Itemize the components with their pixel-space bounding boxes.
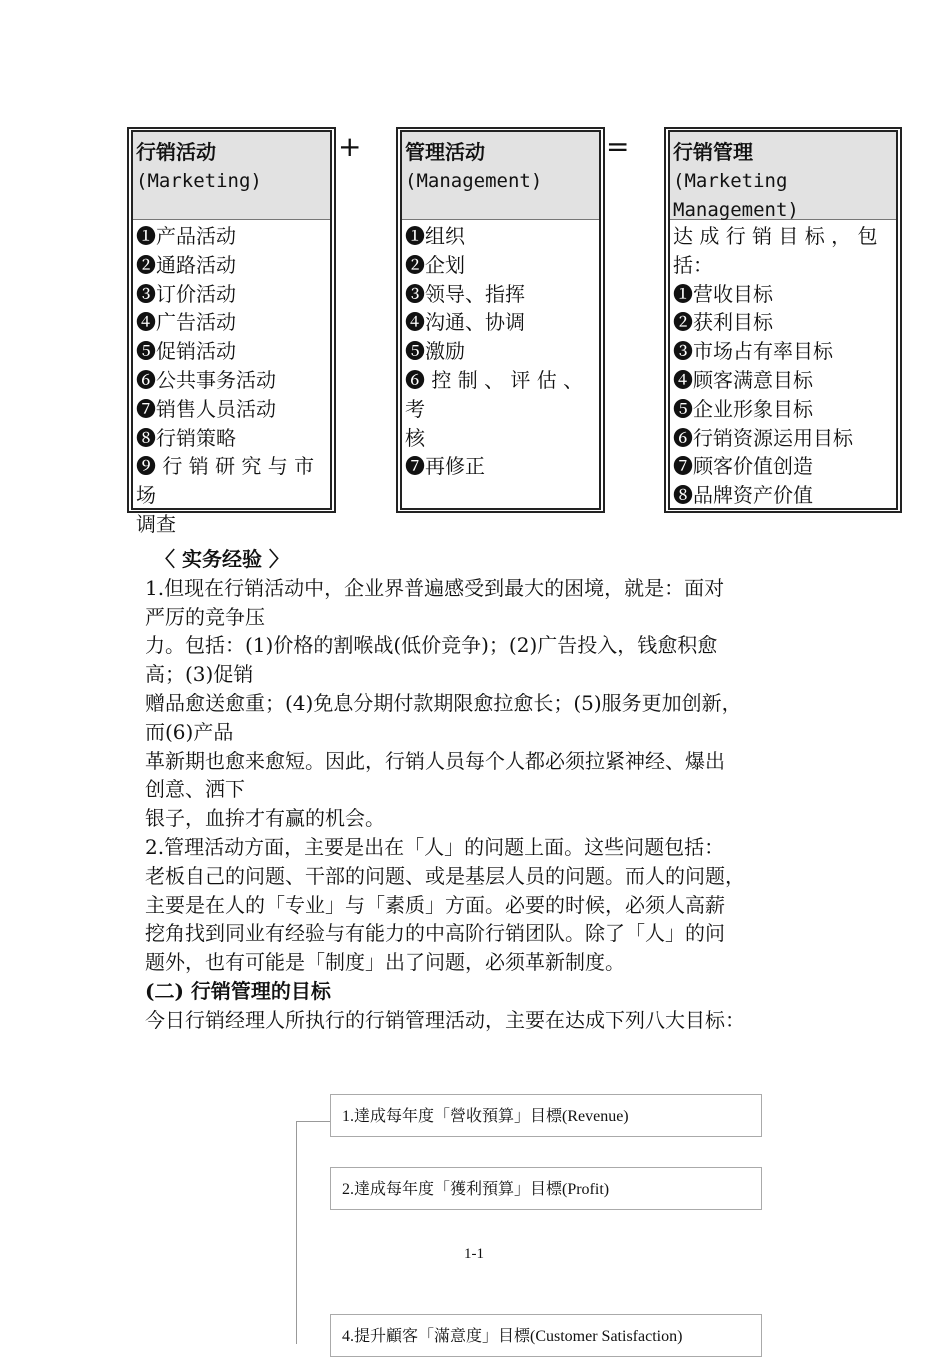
list-item: ❻ 控 制 、 评 估 、 考 (405, 367, 584, 421)
paragraph-line: 老板自己的问题、干部的问题、或是基层人员的问题。而人的问题， (145, 863, 745, 888)
paragraph-line: 1.但现在行销活动中，企业界普遍感受到最大的困境，就是：面对 (145, 575, 725, 600)
list-item: ❻行销资源运用目标 (673, 425, 853, 450)
box-subtitle: (Marketing) (136, 170, 262, 192)
list-item: 调查 (136, 511, 176, 536)
list-item: ❹沟通、协调 (405, 310, 525, 335)
connector-horizontal (296, 1121, 330, 1122)
list-item: ❸订价活动 (136, 281, 236, 306)
box-header (402, 132, 599, 220)
paragraph-line: 主要是在人的「专业」与「素质」方面。必要的时候，必须人高薪 (145, 892, 725, 917)
paragraph-line: 银子，血拚才有赢的机会。 (145, 806, 385, 831)
list-item: 达 成 行 销 目 标 ， 包 (673, 224, 878, 248)
connector-vertical (296, 1121, 297, 1344)
list-item: ❹广告活动 (136, 310, 236, 335)
list-item: ❶营收目标 (673, 281, 773, 306)
plus-sign: + (338, 130, 362, 163)
list-item: ❼销售人员活动 (136, 396, 276, 421)
goal-box-profit: 2.達成每年度「獲利預算」目標(Profit) (330, 1167, 762, 1210)
paragraph-line: 而(6)产品 (145, 719, 234, 744)
list-item: 括： (673, 252, 713, 277)
list-item: ❽品牌资产价值 (673, 483, 813, 508)
box-subtitle: (Management) (405, 170, 543, 192)
box-subtitle-line2: Management) (673, 199, 799, 221)
marketing-management-box (664, 127, 902, 513)
marketing-activities-box (127, 127, 336, 536)
list-item: ❺企业形象目标 (673, 396, 813, 421)
list-item: ❸领导、指挥 (405, 281, 525, 306)
paragraph-line: 题外，也有可能是「制度」出了问题，必须革新制度。 (145, 950, 625, 975)
equals-sign: = (606, 130, 630, 163)
list-item: ❻公共事务活动 (136, 367, 276, 392)
list-item: ❹顾客满意目标 (673, 367, 813, 392)
practical-experience-section (145, 545, 825, 1035)
goals-intro: 今日行销经理人所执行的行销管理活动，主要在达成下列八大目标： (145, 1007, 745, 1032)
box-subtitle: (Marketing (673, 170, 788, 192)
box-header (670, 132, 896, 220)
box-body (670, 220, 896, 510)
paragraph-line: 创意、洒下 (145, 777, 245, 802)
box-header (133, 132, 330, 220)
page-number: 1-1 (464, 1246, 484, 1262)
list-item: ❾ 行 销 研 究 与 市 场 (136, 454, 315, 508)
section-heading: 〈 实务经验 〉 (155, 547, 289, 571)
box-title: 行销活动 (136, 140, 216, 164)
list-item: ❺激励 (405, 339, 465, 364)
box-title: 行销管理 (673, 140, 753, 164)
list-item: ❷通路活动 (136, 252, 236, 277)
list-item: ❷获利目标 (673, 310, 773, 335)
box-title: 管理活动 (405, 140, 485, 164)
box-body (133, 220, 330, 539)
section-heading-goals: (二) 行销管理的目标 (145, 978, 331, 1003)
list-item: ❷企划 (405, 252, 465, 277)
paragraph-line: 革新期也愈来愈短。因此，行销人员每个人都必须拉紧神经、爆出 (145, 748, 725, 773)
list-item: ❶组织 (405, 224, 465, 248)
paragraph-line: 力。包括：(1)价格的割喉战(低价竞争)；(2)广告投入，钱愈积愈 (145, 633, 718, 658)
list-item: ❽行销策略 (136, 425, 236, 450)
management-activities-box (396, 127, 605, 513)
paragraph-line: 2.管理活动方面，主要是出在「人」的问题上面。这些问题包括： (145, 834, 725, 859)
paragraph-line: 挖角找到同业有经验与有能力的中高阶行销团队。除了「人」的问 (145, 921, 725, 946)
list-item: ❶产品活动 (136, 224, 236, 248)
list-item: 核 (405, 425, 425, 450)
goal-box-customer-satisfaction: 4.提升顧客「滿意度」目標(Customer Satisfaction) (330, 1314, 762, 1357)
paragraph-line: 高；(3)促销 (145, 662, 254, 687)
list-item: ❼顾客价值创造 (673, 454, 813, 479)
list-item: ❸市场占有率目标 (673, 339, 833, 364)
box-body (402, 220, 599, 481)
paragraph-line: 严厉的竞争压 (145, 604, 265, 629)
goal-box-revenue: 1.達成每年度「營收預算」目標(Revenue) (330, 1094, 762, 1137)
list-item: ❼再修正 (405, 454, 485, 479)
paragraph-line: 赠品愈送愈重；(4)免息分期付款期限愈拉愈长；(5)服务更加创新， (145, 690, 742, 715)
list-item: ❺促销活动 (136, 339, 236, 364)
